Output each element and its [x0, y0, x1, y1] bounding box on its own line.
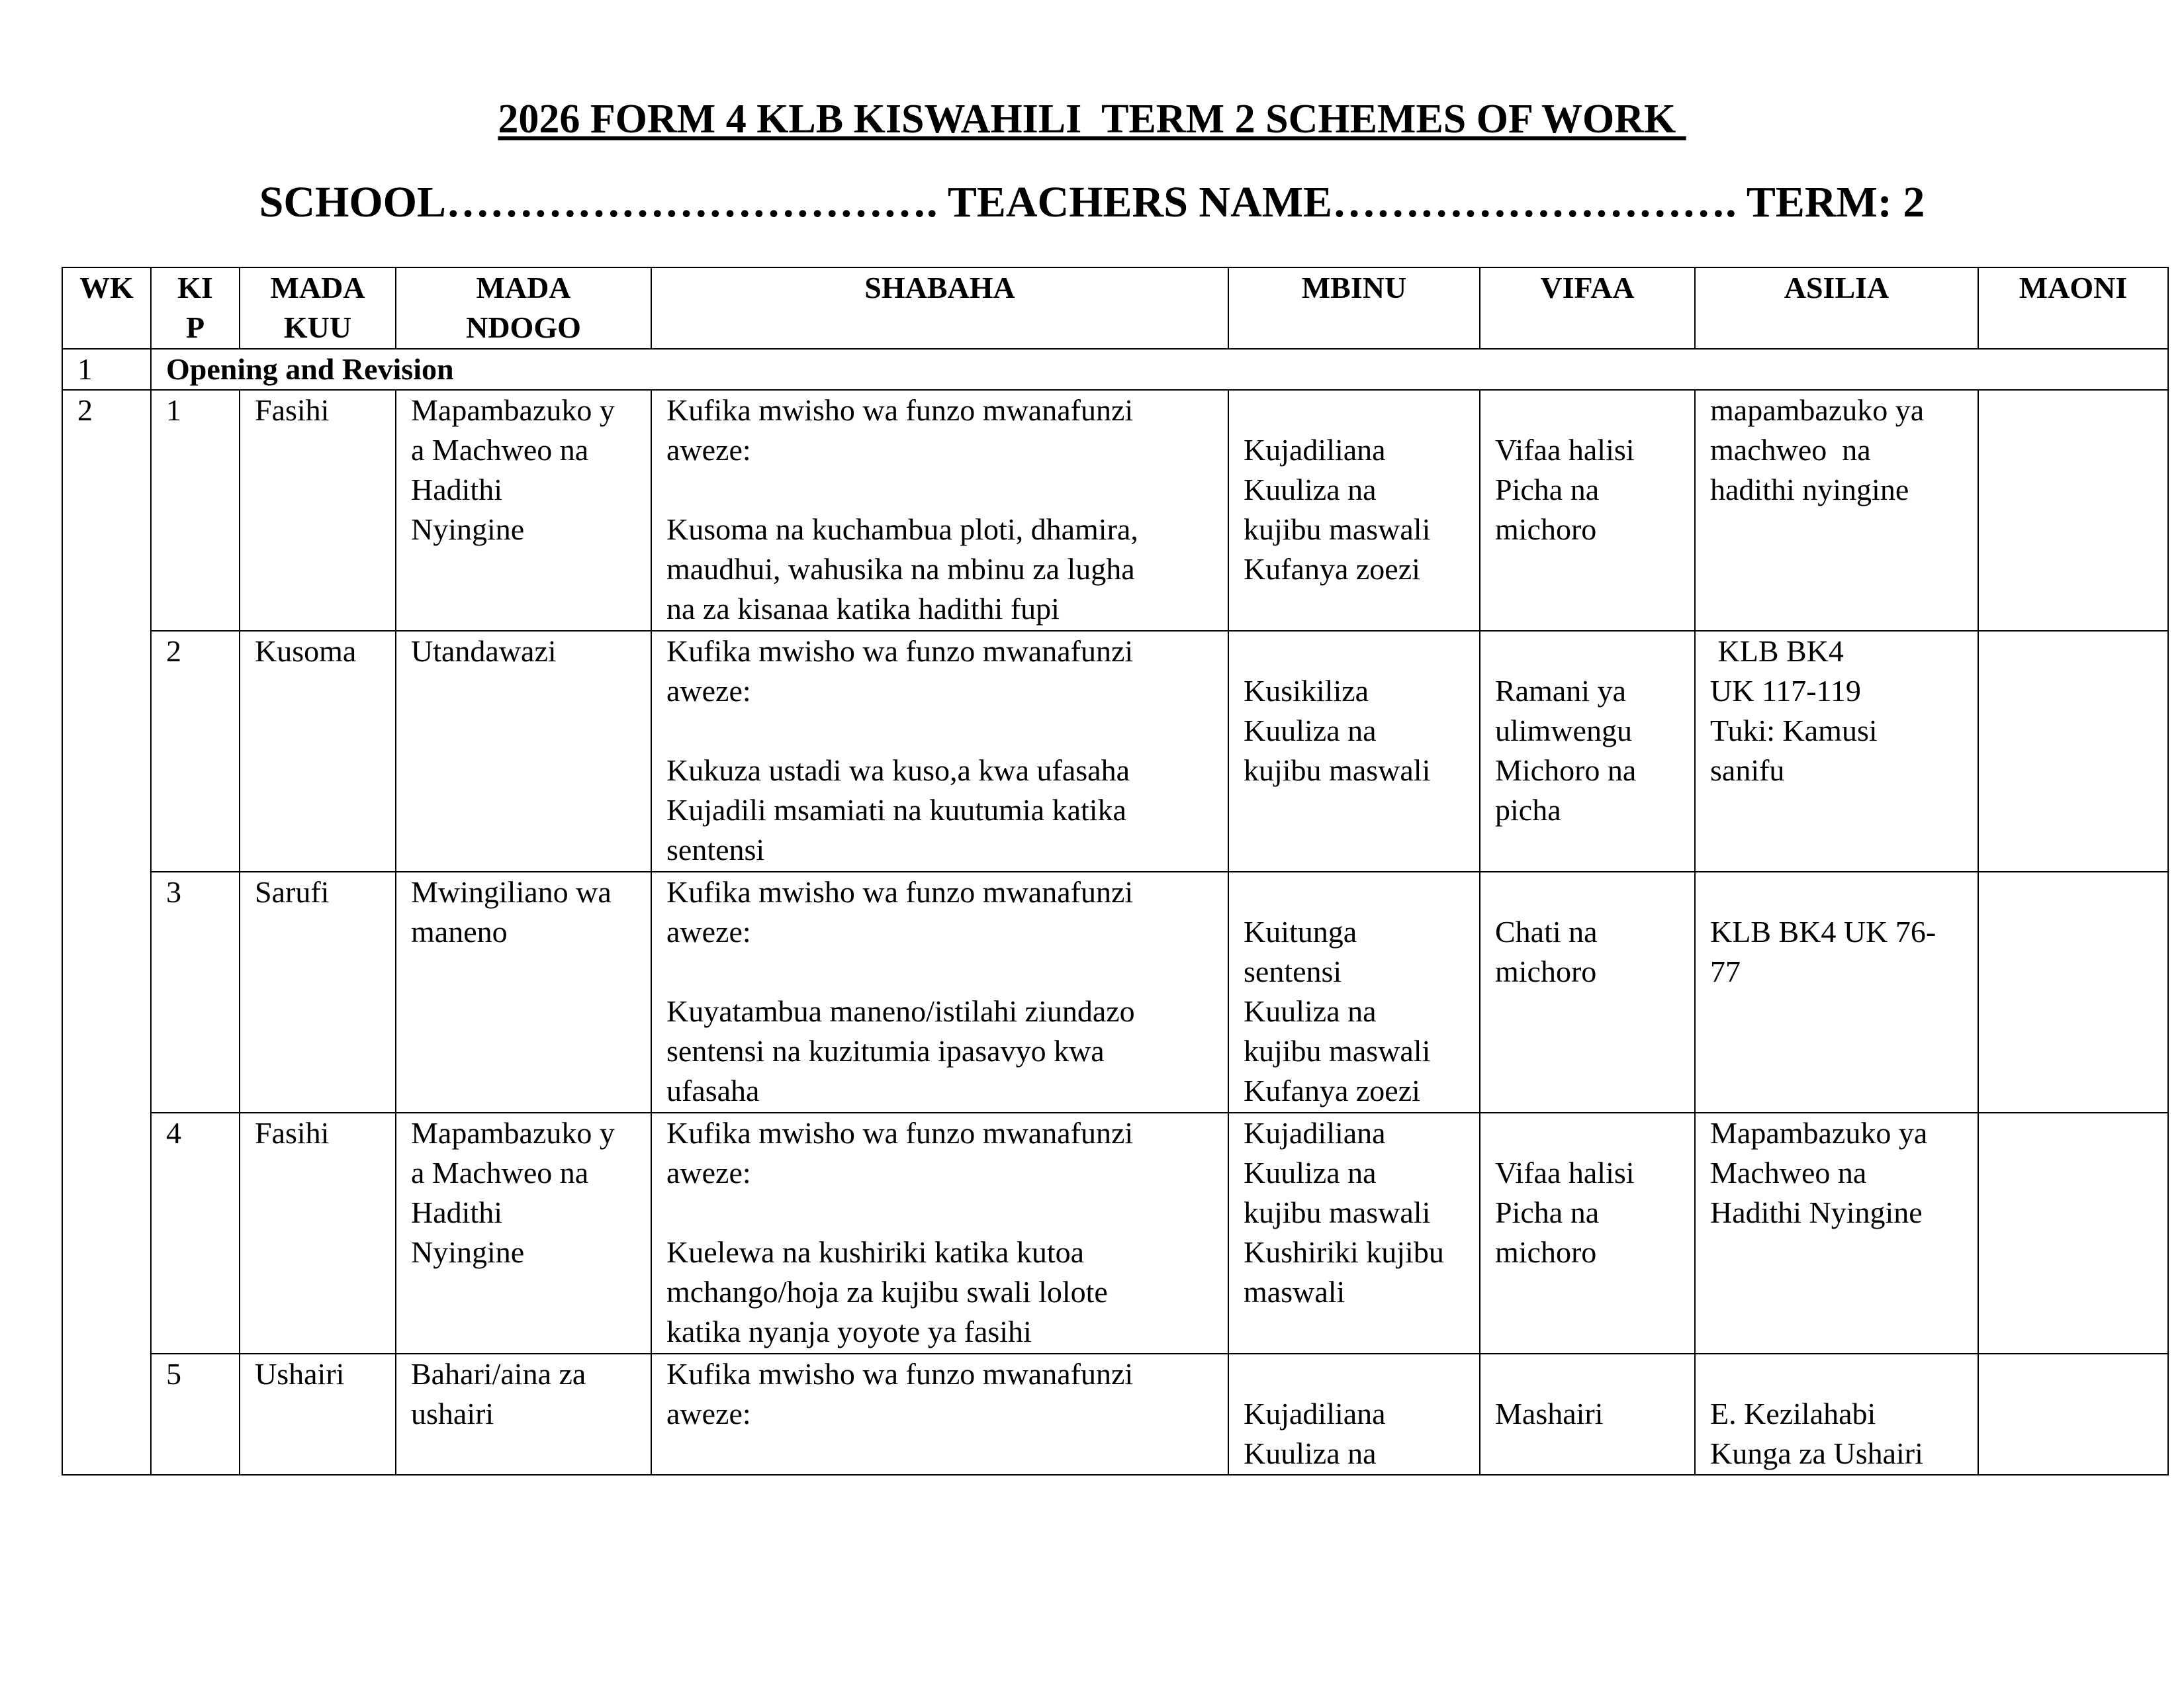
- mbinu-cell: Kujadiliana Kuuliza na kujibu maswali Kufanya zoezi: [1228, 390, 1480, 631]
- table-row: [62, 1113, 2168, 1354]
- header-kip: KI P: [151, 267, 240, 349]
- mada-kuu-cell: Sarufi: [240, 872, 396, 1113]
- kip-cell: 4: [151, 1113, 240, 1354]
- kip-cell: 3: [151, 872, 240, 1113]
- document-subtitle: SCHOOL……………………………. TEACHERS NAME………………………. TERM: 2: [259, 178, 1925, 226]
- week-2-number: 2: [62, 390, 151, 1475]
- shabaha-cell: Kufika mwisho wa funzo mwanafunzi aweze: Kusoma na kuchambua ploti, dhamira, maudhui, wahusika na mbinu za lugha na za kisanaa katika hadithi fupi: [651, 390, 1228, 631]
- asilia-cell: KLB BK4 UK 117-119 Tuki: Kamusi sanifu: [1695, 631, 1978, 872]
- shabaha-cell: Kufika mwisho wa funzo mwanafunzi aweze: Kuelewa na kushiriki katika kutoa mchango/hoja za kujibu swali lolote katika nyanja yoyote ya fasihi: [651, 1113, 1228, 1354]
- week-1-row: [62, 349, 2168, 390]
- asilia-cell: Mapambazuko ya Machweo na Hadithi Nyingine: [1695, 1113, 1978, 1354]
- header-wk: WK: [62, 267, 151, 349]
- asilia-cell: KLB BK4 UK 76- 77: [1695, 872, 1978, 1113]
- maoni-cell: [1978, 390, 2168, 631]
- table-row: [62, 631, 2168, 872]
- maoni-cell: [1978, 1113, 2168, 1354]
- mada-kuu-cell: Fasihi: [240, 1113, 396, 1354]
- opening-and-revision: Opening and Revision: [151, 349, 2168, 390]
- maoni-cell: [1978, 631, 2168, 872]
- vifaa-cell: Ramani ya ulimwengu Michoro na picha: [1480, 631, 1695, 872]
- schemes-table: [62, 267, 2169, 1476]
- mada-ndogo-cell: Bahari/aina za ushairi: [396, 1354, 651, 1475]
- header-shabaha: SHABAHA: [651, 267, 1228, 349]
- mbinu-cell: Kujadiliana Kuuliza na kujibu maswali Kushiriki kujibu maswali: [1228, 1113, 1480, 1354]
- maoni-cell: [1978, 1354, 2168, 1475]
- kip-cell: 1: [151, 390, 240, 631]
- header-vifaa: VIFAA: [1480, 267, 1695, 349]
- vifaa-cell: Vifaa halisi Picha na michoro: [1480, 390, 1695, 631]
- header-mbinu: MBINU: [1228, 267, 1480, 349]
- vifaa-cell: Vifaa halisi Picha na michoro: [1480, 1113, 1695, 1354]
- document-title: 2026 FORM 4 KLB KISWAHILI TERM 2 SCHEMES OF WORK: [498, 97, 1686, 142]
- table-header-row: [62, 267, 2168, 349]
- mada-kuu-cell: Ushairi: [240, 1354, 396, 1475]
- mbinu-cell: Kuitunga sentensi Kuuliza na kujibu maswali Kufanya zoezi: [1228, 872, 1480, 1113]
- header-mada-ndogo: MADA NDOGO: [396, 267, 651, 349]
- mada-ndogo-cell: Mapambazuko y a Machweo na Hadithi Nyingine: [396, 1113, 651, 1354]
- asilia-cell: E. Kezilahabi Kunga za Ushairi: [1695, 1354, 1978, 1475]
- table-row: [62, 1354, 2168, 1475]
- shabaha-cell: Kufika mwisho wa funzo mwanafunzi aweze: Kukuza ustadi wa kuso,a kwa ufasaha Kujadili msamiati na kuutumia katika sentensi: [651, 631, 1228, 872]
- mada-ndogo-cell: Mwingiliano wa maneno: [396, 872, 651, 1113]
- mbinu-cell: Kusikiliza Kuuliza na kujibu maswali: [1228, 631, 1480, 872]
- mada-ndogo-cell: Mapambazuko y a Machweo na Hadithi Nyingine: [396, 390, 651, 631]
- mada-ndogo-cell: Utandawazi: [396, 631, 651, 872]
- header-mada-kuu: MADA KUU: [240, 267, 396, 349]
- shabaha-cell: Kufika mwisho wa funzo mwanafunzi aweze:: [651, 1354, 1228, 1475]
- vifaa-cell: Chati na michoro: [1480, 872, 1695, 1113]
- header-asilia: ASILIA: [1695, 267, 1978, 349]
- kip-cell: 2: [151, 631, 240, 872]
- kip-cell: 5: [151, 1354, 240, 1475]
- week-1-number: 1: [62, 349, 151, 390]
- shabaha-cell: Kufika mwisho wa funzo mwanafunzi aweze: Kuyatambua maneno/istilahi ziundazo sentensi na kuzitumia ipasavyo kwa ufasaha: [651, 872, 1228, 1113]
- mada-kuu-cell: Kusoma: [240, 631, 396, 872]
- table-row: [62, 390, 2168, 631]
- mada-kuu-cell: Fasihi: [240, 390, 396, 631]
- asilia-cell: mapambazuko ya machweo na hadithi nyingine: [1695, 390, 1978, 631]
- maoni-cell: [1978, 872, 2168, 1113]
- header-maoni: MAONI: [1978, 267, 2168, 349]
- vifaa-cell: Mashairi: [1480, 1354, 1695, 1475]
- table-row: [62, 872, 2168, 1113]
- mbinu-cell: Kujadiliana Kuuliza na: [1228, 1354, 1480, 1475]
